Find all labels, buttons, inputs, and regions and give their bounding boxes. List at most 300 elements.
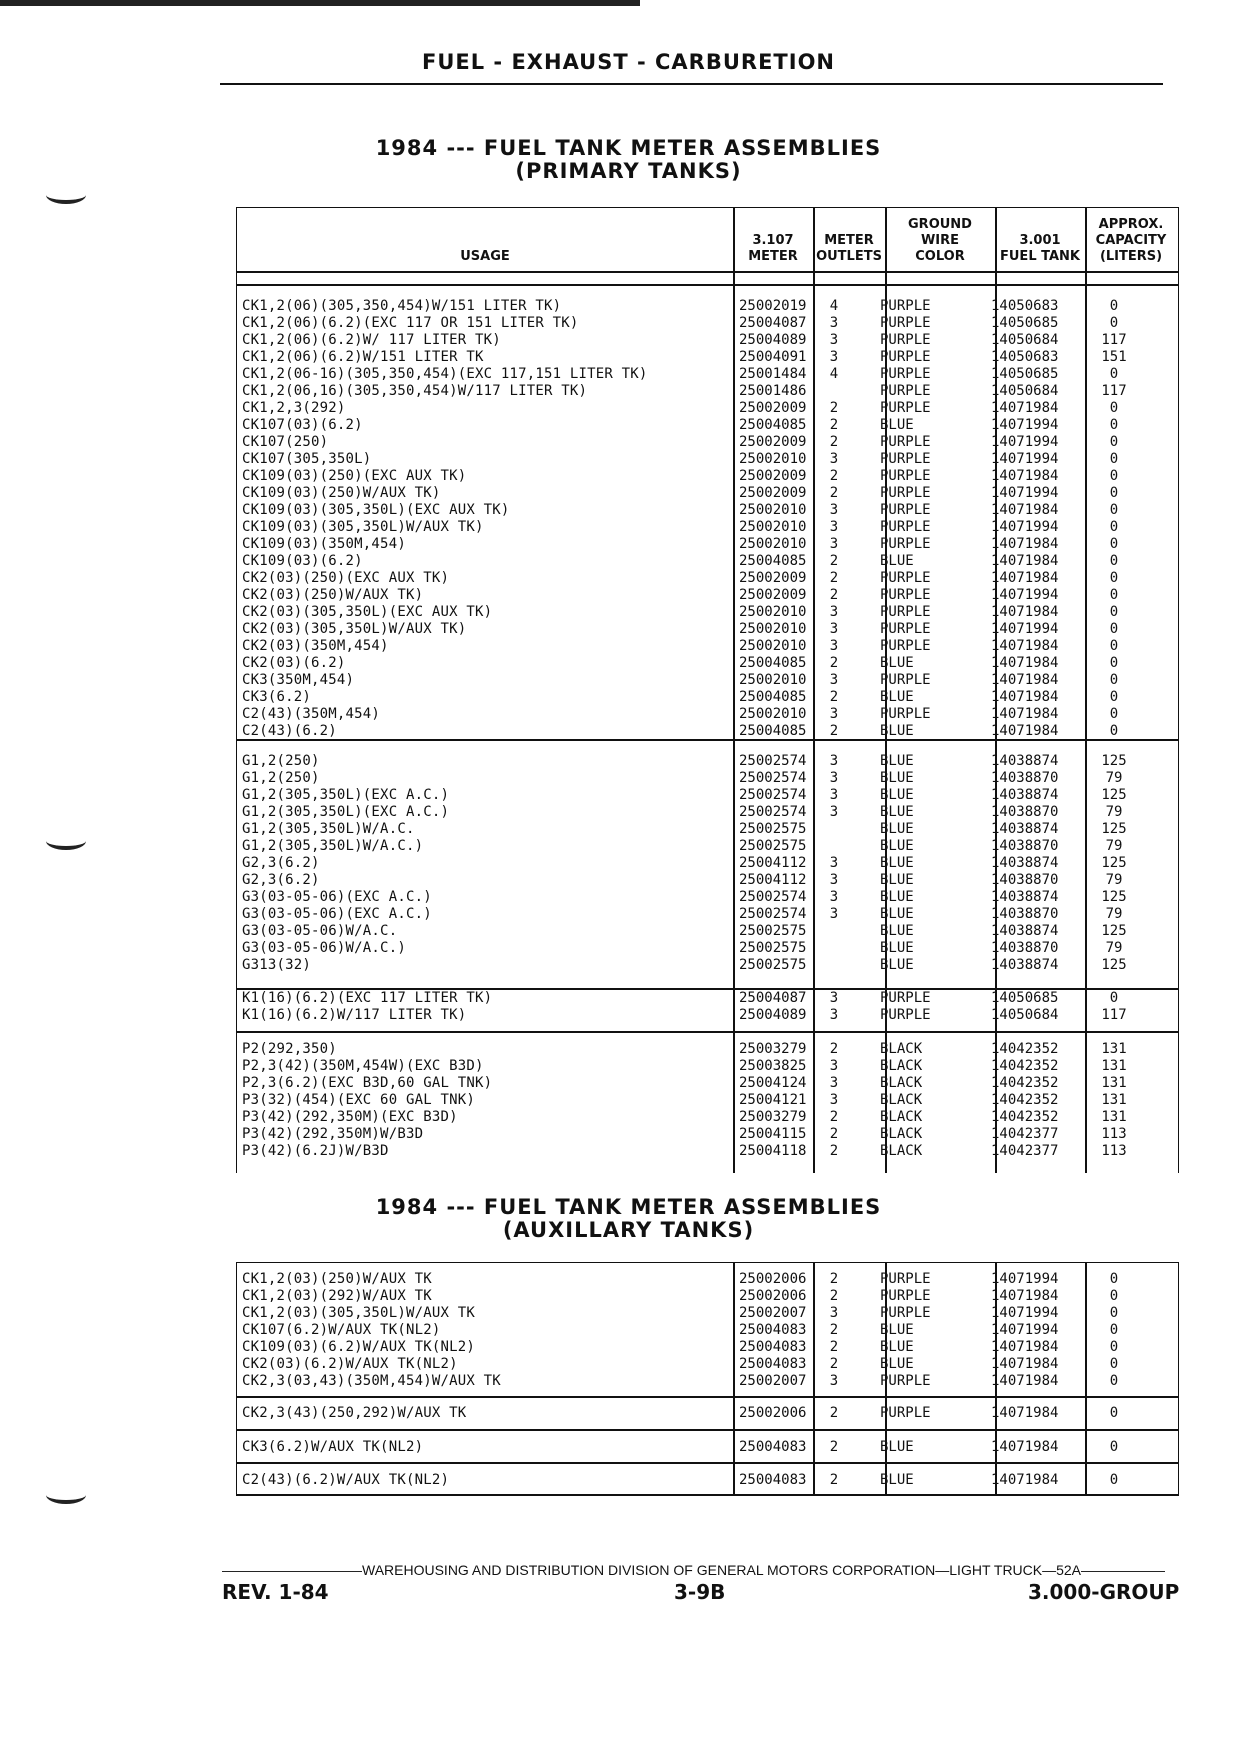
cell-fuel-tank-number: 14071984	[991, 1339, 1059, 1355]
cell-meter-outlets: 2	[829, 1472, 839, 1488]
cell-meter-number: 25002006	[739, 1405, 807, 1421]
cell-capacity: 79	[1105, 804, 1123, 820]
cell-fuel-tank-number: 14038874	[991, 821, 1059, 837]
cell-capacity: 0	[1109, 990, 1119, 1006]
cell-meter-number: 25002010	[739, 502, 807, 518]
cell-usage: CK1,2(03)(292)W/AUX TK	[242, 1288, 432, 1304]
cell-meter-outlets: 3	[829, 787, 839, 803]
cell-capacity: 131	[1101, 1058, 1127, 1074]
cell-meter-outlets: 2	[829, 1405, 839, 1421]
cell-usage: C2(43)(6.2)	[242, 723, 337, 739]
cell-meter-number: 25004083	[739, 1439, 807, 1455]
cell-capacity: 117	[1101, 332, 1127, 348]
cell-wire-color: PURPLE	[880, 1405, 931, 1421]
header-outlets: METER OUTLETS	[816, 233, 882, 264]
cell-meter-number: 25002574	[739, 753, 807, 769]
cell-wire-color: BLUE	[880, 838, 914, 854]
cell-meter-outlets: 3	[829, 855, 839, 871]
cell-usage: G1,2(305,350L)(EXC A.C.)	[242, 804, 450, 820]
cell-meter-number: 25002574	[739, 804, 807, 820]
cell-capacity: 117	[1101, 383, 1127, 399]
cell-usage: G1,2(250)	[242, 753, 320, 769]
cell-usage: CK109(03)(6.2)W/AUX TK(NL2)	[242, 1339, 475, 1355]
cell-capacity: 125	[1101, 957, 1127, 973]
cell-meter-number: 25004121	[739, 1092, 807, 1108]
cell-capacity: 131	[1101, 1075, 1127, 1091]
primary-title-line2: (PRIMARY TANKS)	[515, 159, 742, 183]
cell-capacity: 0	[1109, 1288, 1119, 1304]
table-row	[237, 889, 1178, 906]
cell-capacity: 0	[1109, 638, 1119, 654]
cell-wire-color: BLUE	[880, 553, 914, 569]
cell-usage: CK3(6.2)	[242, 689, 312, 705]
cell-usage: CK2(03)(305,350L)(EXC AUX TK)	[242, 604, 493, 620]
cell-meter-number: 25004115	[739, 1126, 807, 1142]
cell-usage: G2,3(6.2)	[242, 872, 320, 888]
cell-usage: G2,3(6.2)	[242, 855, 320, 871]
cell-usage: CK1,2(03)(250)W/AUX TK	[242, 1271, 432, 1287]
cell-meter-outlets: 2	[829, 485, 839, 501]
cell-fuel-tank-number: 14038874	[991, 889, 1059, 905]
cell-meter-number: 25004083	[739, 1356, 807, 1372]
cell-usage: CK1,2,3(292)	[242, 400, 346, 416]
cell-capacity: 113	[1101, 1143, 1127, 1159]
table-row	[237, 604, 1178, 621]
cell-meter-outlets: 3	[829, 1007, 839, 1023]
table-row	[237, 400, 1178, 417]
cell-meter-outlets: 2	[829, 1439, 839, 1455]
cell-meter-outlets: 3	[829, 451, 839, 467]
cell-meter-number: 25004091	[739, 349, 807, 365]
cell-wire-color: PURPLE	[880, 315, 931, 331]
cell-wire-color: BLUE	[880, 1356, 914, 1372]
cell-wire-color: PURPLE	[880, 638, 931, 654]
cell-meter-outlets: 2	[829, 1288, 839, 1304]
cell-usage: CK2,3(03,43)(350M,454)W/AUX TK	[242, 1373, 501, 1389]
table-row	[237, 349, 1178, 366]
cell-fuel-tank-number: 14071994	[991, 1305, 1059, 1321]
table-row	[237, 855, 1178, 872]
cell-meter-outlets: 2	[829, 400, 839, 416]
cell-wire-color: PURPLE	[880, 587, 931, 603]
table-row	[237, 1075, 1178, 1092]
table-row	[237, 315, 1178, 332]
cell-wire-color: PURPLE	[880, 349, 931, 365]
cell-meter-outlets: 3	[829, 536, 839, 552]
cell-capacity: 151	[1101, 349, 1127, 365]
cell-fuel-tank-number: 14071984	[991, 1439, 1059, 1455]
cell-wire-color: BLACK	[880, 1143, 923, 1159]
cell-fuel-tank-number: 14038874	[991, 923, 1059, 939]
table-row	[237, 417, 1178, 434]
cell-wire-color: BLACK	[880, 1058, 923, 1074]
cell-fuel-tank-number: 14038870	[991, 940, 1059, 956]
cell-usage: P2,3(6.2)(EXC B3D,60 GAL TNK)	[242, 1075, 493, 1091]
table-row	[237, 804, 1178, 821]
cell-meter-outlets: 3	[829, 1075, 839, 1091]
cell-meter-outlets: 2	[829, 1143, 839, 1159]
cell-meter-number: 25004112	[739, 872, 807, 888]
cell-capacity: 0	[1109, 298, 1119, 314]
cell-fuel-tank-number: 14042377	[991, 1126, 1059, 1142]
footer-group: 3.000-GROUP	[1028, 1580, 1180, 1604]
cell-meter-outlets: 3	[829, 706, 839, 722]
cell-wire-color: PURPLE	[880, 298, 931, 314]
cell-fuel-tank-number: 14071984	[991, 1405, 1059, 1421]
cell-meter-number: 25004089	[739, 332, 807, 348]
cell-capacity: 0	[1109, 1356, 1119, 1372]
cell-fuel-tank-number: 14071984	[991, 672, 1059, 688]
cell-wire-color: BLUE	[880, 940, 914, 956]
cell-capacity: 0	[1109, 723, 1119, 739]
cell-fuel-tank-number: 14071994	[991, 417, 1059, 433]
footer-page-number: 3-9B	[674, 1580, 726, 1604]
cell-capacity: 0	[1109, 1373, 1119, 1389]
cell-fuel-tank-number: 14071994	[991, 1322, 1059, 1338]
cell-fuel-tank-number: 14038870	[991, 838, 1059, 854]
header-rule	[237, 271, 1178, 273]
table-row	[237, 1109, 1178, 1126]
group-divider	[237, 1462, 1178, 1464]
cell-fuel-tank-number: 14038870	[991, 804, 1059, 820]
cell-meter-number: 25002010	[739, 621, 807, 637]
cell-fuel-tank-number: 14050683	[991, 349, 1059, 365]
cell-meter-number: 25001484	[739, 366, 807, 382]
cell-capacity: 0	[1109, 502, 1119, 518]
cell-meter-outlets: 3	[829, 502, 839, 518]
cell-meter-number: 25002575	[739, 957, 807, 973]
cell-meter-number: 25002009	[739, 587, 807, 603]
cell-meter-number: 25004083	[739, 1472, 807, 1488]
table-row	[237, 366, 1178, 383]
cell-capacity: 0	[1109, 400, 1119, 416]
cell-fuel-tank-number: 14050684	[991, 383, 1059, 399]
cell-capacity: 131	[1101, 1092, 1127, 1108]
cell-meter-number: 25002010	[739, 672, 807, 688]
cell-capacity: 0	[1109, 1271, 1119, 1287]
cell-fuel-tank-number: 14071984	[991, 706, 1059, 722]
table-row	[237, 838, 1178, 855]
cell-meter-outlets: 3	[829, 332, 839, 348]
cell-meter-number: 25002575	[739, 923, 807, 939]
cell-fuel-tank-number: 14071984	[991, 604, 1059, 620]
binder-hole-mark	[46, 832, 86, 850]
cell-capacity: 131	[1101, 1041, 1127, 1057]
cell-capacity: 0	[1109, 1339, 1119, 1355]
cell-fuel-tank-number: 14038874	[991, 787, 1059, 803]
cell-fuel-tank-number: 14071984	[991, 1356, 1059, 1372]
cell-fuel-tank-number: 14038874	[991, 855, 1059, 871]
table-row	[237, 706, 1178, 723]
cell-capacity: 0	[1109, 485, 1119, 501]
cell-wire-color: PURPLE	[880, 1373, 931, 1389]
group-divider	[237, 1494, 1178, 1496]
cell-capacity: 0	[1109, 434, 1119, 450]
cell-wire-color: BLUE	[880, 417, 914, 433]
cell-usage: P2(292,350)	[242, 1041, 337, 1057]
cell-usage: CK107(6.2)W/AUX TK(NL2)	[242, 1322, 441, 1338]
table-row	[237, 536, 1178, 553]
cell-usage: G3(03-05-06)W/A.C.	[242, 923, 398, 939]
cell-usage: P3(42)(292,350M)(EXC B3D)	[242, 1109, 458, 1125]
cell-meter-outlets: 3	[829, 1305, 839, 1321]
cell-usage: CK1,2(06)(6.2)W/151 LITER TK	[242, 349, 484, 365]
cell-usage: CK2(03)(350M,454)	[242, 638, 389, 654]
cell-wire-color: BLUE	[880, 1322, 914, 1338]
cell-meter-outlets: 3	[829, 753, 839, 769]
table-row	[237, 1356, 1178, 1373]
table-row	[237, 1092, 1178, 1109]
cell-usage: CK1,2(06,16)(305,350,454)W/117 LITER TK)	[242, 383, 588, 399]
header-meter: 3.107 METER	[748, 233, 798, 264]
scan-top-bar	[0, 0, 640, 6]
cell-meter-number: 25002009	[739, 434, 807, 450]
cell-meter-number: 25002009	[739, 485, 807, 501]
cell-usage: CK1,2(03)(305,350L)W/AUX TK	[242, 1305, 475, 1321]
cell-meter-number: 25004087	[739, 990, 807, 1006]
cell-usage: P3(42)(6.2J)W/B3D	[242, 1143, 389, 1159]
table-row	[237, 485, 1178, 502]
cell-meter-number: 25004083	[739, 1322, 807, 1338]
cell-usage: CK1,2(06)(6.2)(EXC 117 OR 151 LITER TK)	[242, 315, 579, 331]
cell-wire-color: BLACK	[880, 1075, 923, 1091]
cell-fuel-tank-number: 14071984	[991, 553, 1059, 569]
header-fuel-tank: 3.001 FUEL TANK	[1000, 233, 1080, 264]
cell-wire-color: BLUE	[880, 753, 914, 769]
cell-capacity: 79	[1105, 872, 1123, 888]
header-color: GROUND WIRE COLOR	[908, 217, 972, 264]
table-row	[237, 940, 1178, 957]
cell-meter-outlets: 2	[829, 1322, 839, 1338]
primary-tanks-table	[236, 207, 1179, 1173]
cell-meter-outlets: 3	[829, 315, 839, 331]
table-row	[237, 723, 1178, 740]
cell-wire-color: PURPLE	[880, 672, 931, 688]
primary-title-line1: 1984 --- FUEL TANK METER ASSEMBLIES	[375, 136, 882, 160]
cell-meter-outlets: 3	[829, 519, 839, 535]
cell-meter-number: 25002575	[739, 838, 807, 854]
cell-fuel-tank-number: 14050684	[991, 1007, 1059, 1023]
cell-wire-color: PURPLE	[880, 604, 931, 620]
cell-fuel-tank-number: 14071994	[991, 451, 1059, 467]
cell-capacity: 0	[1109, 655, 1119, 671]
table-row	[237, 1288, 1178, 1305]
cell-capacity: 79	[1105, 906, 1123, 922]
cell-meter-outlets: 3	[829, 349, 839, 365]
cell-usage: CK107(03)(6.2)	[242, 417, 363, 433]
cell-wire-color: BLACK	[880, 1109, 923, 1125]
cell-meter-number: 25002010	[739, 638, 807, 654]
cell-capacity: 0	[1109, 536, 1119, 552]
cell-capacity: 0	[1109, 1439, 1119, 1455]
cell-wire-color: PURPLE	[880, 1288, 931, 1304]
cell-wire-color: PURPLE	[880, 434, 931, 450]
cell-usage: P3(32)(454)(EXC 60 GAL TNK)	[242, 1092, 475, 1108]
cell-usage: G1,2(305,350L)W/A.C.	[242, 821, 415, 837]
cell-fuel-tank-number: 14050683	[991, 298, 1059, 314]
cell-fuel-tank-number: 14071984	[991, 655, 1059, 671]
cell-usage: CK109(03)(6.2)	[242, 553, 363, 569]
table-row	[237, 1472, 1178, 1489]
cell-fuel-tank-number: 14042352	[991, 1109, 1059, 1125]
cell-capacity: 125	[1101, 753, 1127, 769]
cell-wire-color: PURPLE	[880, 485, 931, 501]
cell-capacity: 131	[1101, 1109, 1127, 1125]
cell-meter-outlets: 2	[829, 417, 839, 433]
cell-meter-outlets: 2	[829, 468, 839, 484]
table-row	[237, 770, 1178, 787]
cell-meter-outlets: 3	[829, 872, 839, 888]
cell-capacity: 0	[1109, 570, 1119, 586]
cell-usage: K1(16)(6.2)W/117 LITER TK)	[242, 1007, 467, 1023]
cell-meter-number: 25004085	[739, 553, 807, 569]
cell-wire-color: PURPLE	[880, 332, 931, 348]
cell-meter-number: 25002009	[739, 570, 807, 586]
cell-meter-outlets: 3	[829, 889, 839, 905]
cell-meter-number: 25004112	[739, 855, 807, 871]
table-row	[237, 1405, 1178, 1422]
cell-meter-number: 25002574	[739, 906, 807, 922]
cell-fuel-tank-number: 14071984	[991, 1373, 1059, 1389]
cell-capacity: 0	[1109, 604, 1119, 620]
cell-wire-color: PURPLE	[880, 451, 931, 467]
table-row	[237, 587, 1178, 604]
cell-wire-color: PURPLE	[880, 468, 931, 484]
cell-meter-number: 25003825	[739, 1058, 807, 1074]
table-row	[237, 1439, 1178, 1456]
cell-wire-color: BLUE	[880, 1472, 914, 1488]
cell-capacity: 0	[1109, 468, 1119, 484]
header-capacity: APPROX. CAPACITY (LITERS)	[1095, 217, 1167, 264]
cell-capacity: 0	[1109, 315, 1119, 331]
cell-fuel-tank-number: 14071984	[991, 1472, 1059, 1488]
cell-meter-number: 25004085	[739, 417, 807, 433]
cell-capacity: 117	[1101, 1007, 1127, 1023]
binder-hole-mark	[46, 1486, 86, 1504]
cell-fuel-tank-number: 14042352	[991, 1041, 1059, 1057]
cell-fuel-tank-number: 14071994	[991, 434, 1059, 450]
cell-capacity: 125	[1101, 821, 1127, 837]
header-rule	[220, 83, 1163, 85]
table-row	[237, 383, 1178, 400]
table-row	[237, 821, 1178, 838]
cell-wire-color: PURPLE	[880, 990, 931, 1006]
cell-wire-color: BLUE	[880, 1439, 914, 1455]
table-row	[237, 468, 1178, 485]
table-row	[237, 787, 1178, 804]
table-row	[237, 990, 1178, 1007]
cell-usage: P2,3(42)(350M,454W)(EXC B3D)	[242, 1058, 484, 1074]
footer-revision: REV. 1-84	[222, 1580, 329, 1604]
cell-wire-color: BLUE	[880, 1339, 914, 1355]
cell-meter-outlets: 3	[829, 804, 839, 820]
cell-usage: CK109(03)(350M,454)	[242, 536, 406, 552]
table-row	[237, 1058, 1178, 1075]
cell-fuel-tank-number: 14071984	[991, 570, 1059, 586]
cell-wire-color: PURPLE	[880, 1271, 931, 1287]
cell-fuel-tank-number: 14071984	[991, 468, 1059, 484]
cell-usage: CK109(03)(305,350L)W/AUX TK)	[242, 519, 484, 535]
table-row	[237, 298, 1178, 315]
table-row	[237, 502, 1178, 519]
table-row	[237, 332, 1178, 349]
table-row	[237, 451, 1178, 468]
cell-usage: CK109(03)(250)W/AUX TK)	[242, 485, 441, 501]
group-divider	[237, 1031, 1178, 1033]
cell-meter-number: 25002010	[739, 536, 807, 552]
cell-usage: G1,2(305,350L)(EXC A.C.)	[242, 787, 450, 803]
cell-usage: CK107(305,350L)	[242, 451, 372, 467]
cell-wire-color: BLUE	[880, 787, 914, 803]
cell-meter-number: 25004118	[739, 1143, 807, 1159]
cell-fuel-tank-number: 14071984	[991, 689, 1059, 705]
group-divider	[237, 1396, 1178, 1398]
cell-meter-number: 25002574	[739, 770, 807, 786]
cell-fuel-tank-number: 14042377	[991, 1143, 1059, 1159]
table-row	[237, 1339, 1178, 1356]
cell-meter-number: 25002006	[739, 1271, 807, 1287]
cell-fuel-tank-number: 14071994	[991, 621, 1059, 637]
cell-meter-outlets: 2	[829, 553, 839, 569]
cell-capacity: 79	[1105, 940, 1123, 956]
cell-wire-color: BLUE	[880, 804, 914, 820]
cell-wire-color: BLUE	[880, 770, 914, 786]
auxiliary-title-line2: (AUXILLARY TANKS)	[502, 1218, 755, 1242]
cell-meter-number: 25002010	[739, 706, 807, 722]
cell-meter-outlets: 2	[829, 1126, 839, 1142]
cell-usage: G3(03-05-06)(EXC A.C.)	[242, 906, 432, 922]
cell-meter-outlets: 2	[829, 655, 839, 671]
cell-capacity: 125	[1101, 923, 1127, 939]
cell-meter-outlets: 3	[829, 990, 839, 1006]
cell-meter-number: 25002010	[739, 519, 807, 535]
cell-fuel-tank-number: 14038874	[991, 957, 1059, 973]
cell-meter-number: 25004085	[739, 723, 807, 739]
cell-capacity: 0	[1109, 366, 1119, 382]
cell-wire-color: PURPLE	[880, 1007, 931, 1023]
cell-usage: CK2(03)(305,350L)W/AUX TK)	[242, 621, 467, 637]
cell-meter-outlets: 3	[829, 1373, 839, 1389]
cell-meter-number: 25002009	[739, 400, 807, 416]
cell-meter-outlets: 2	[829, 587, 839, 603]
cell-meter-number: 25002010	[739, 451, 807, 467]
table-row	[237, 1373, 1178, 1390]
header-usage: USAGE	[460, 249, 510, 264]
cell-capacity: 0	[1109, 1322, 1119, 1338]
cell-meter-number: 25003279	[739, 1109, 807, 1125]
cell-wire-color: PURPLE	[880, 502, 931, 518]
cell-fuel-tank-number: 14071984	[991, 400, 1059, 416]
cell-fuel-tank-number: 14038870	[991, 770, 1059, 786]
cell-capacity: 0	[1109, 1305, 1119, 1321]
cell-fuel-tank-number: 14071994	[991, 1271, 1059, 1287]
cell-wire-color: BLACK	[880, 1126, 923, 1142]
cell-wire-color: BLACK	[880, 1041, 923, 1057]
cell-meter-outlets: 4	[829, 298, 839, 314]
binder-hole-mark	[46, 186, 86, 204]
cell-meter-number: 25003279	[739, 1041, 807, 1057]
cell-wire-color: PURPLE	[880, 536, 931, 552]
cell-meter-outlets: 3	[829, 770, 839, 786]
cell-meter-number: 25002019	[739, 298, 807, 314]
cell-usage: CK2,3(43)(250,292)W/AUX TK	[242, 1405, 467, 1421]
cell-fuel-tank-number: 14050685	[991, 315, 1059, 331]
cell-wire-color: BLUE	[880, 957, 914, 973]
auxiliary-section-title	[0, 1196, 1257, 1242]
cell-wire-color: PURPLE	[880, 570, 931, 586]
cell-capacity: 0	[1109, 621, 1119, 637]
cell-meter-outlets: 3	[829, 604, 839, 620]
